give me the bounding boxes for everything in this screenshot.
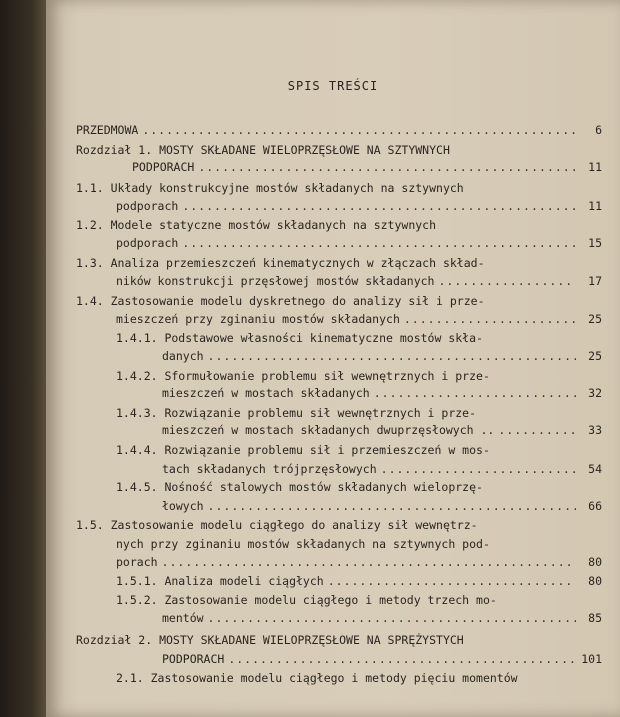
dot-leader <box>142 123 576 137</box>
toc-entry <box>132 160 602 174</box>
toc-entry-text: Rozdział 1. MOSTY SKŁADANE WIELOPRZĘSŁOWE NA SZTYWNYCH <box>76 143 450 157</box>
toc-entry-label: mieszczeń w mostach składanych dwuprzęsłowych .. <box>162 423 495 437</box>
dot-leader <box>374 386 576 400</box>
toc-page-number: 54 <box>588 462 602 476</box>
toc-page-number: 17 <box>588 274 602 288</box>
dot-leader <box>208 499 576 513</box>
dot-leader <box>182 199 576 213</box>
toc-page-number: 6 <box>595 123 602 137</box>
toc-page-number: 15 <box>588 236 602 250</box>
dot-leader <box>182 236 576 250</box>
toc-entry <box>162 499 602 513</box>
toc-entry-text: 1.5.2. Zastosowanie modelu ciągłego i metody trzech mo- <box>116 593 497 607</box>
toc-entry-text: 1.4.4. Rozwiązanie problemu sił i przemieszczeń w mos- <box>116 443 490 457</box>
toc-entry-text: 1.4.1. Podstawowe własności kinematyczne mostów skła- <box>116 331 483 345</box>
toc-entry-label: łowych <box>162 499 204 513</box>
toc-entry-text: 1.1. Układy konstrukcyjne mostów składanych na sztywnych <box>76 181 464 195</box>
toc-page-number: 25 <box>588 349 602 363</box>
toc-entry-label: PODPORACH <box>132 160 195 174</box>
document-page <box>46 0 620 717</box>
toc-page-number: 101 <box>581 652 602 666</box>
toc-page-number: 25 <box>588 312 602 326</box>
dot-leader <box>198 160 576 174</box>
binding-shadow <box>0 0 46 717</box>
toc-entry-label: podporach <box>116 236 179 250</box>
toc-entry <box>162 349 602 363</box>
toc-entry-label: danych <box>162 349 204 363</box>
dot-leader <box>498 423 576 437</box>
dot-leader <box>381 462 576 476</box>
toc-entry <box>162 423 602 437</box>
toc-entry-label: 1.5.1. Analiza modeli ciągłych <box>116 574 324 588</box>
toc-entry <box>162 462 602 476</box>
toc-entry <box>116 236 602 250</box>
dot-leader <box>404 312 576 326</box>
toc-page-number: 33 <box>588 423 602 437</box>
toc-entry <box>116 199 602 213</box>
toc-entry <box>116 274 602 288</box>
toc-entry-label: podporach <box>116 199 179 213</box>
toc-page-number: 11 <box>588 199 602 213</box>
toc-entry <box>116 312 602 326</box>
dot-leader <box>328 574 576 588</box>
toc-entry <box>162 611 602 625</box>
toc-page-number: 85 <box>588 611 602 625</box>
toc-entry-text: 2.1. Zastosowanie modelu ciągłego i metody pięciu momentów <box>116 671 518 685</box>
toc-entry <box>116 555 602 569</box>
toc-entry-label: PODPORACH <box>162 652 225 666</box>
toc-entry <box>162 386 602 400</box>
toc-page-number: 11 <box>588 160 602 174</box>
dot-leader <box>162 555 576 569</box>
toc-entry-label: mentów <box>162 611 204 625</box>
dot-leader <box>439 274 577 288</box>
dot-leader <box>228 652 576 666</box>
toc-entry-label: mieszczeń przy zginaniu mostów składanych <box>116 312 400 326</box>
toc-entry <box>76 123 602 137</box>
toc-page-number: 80 <box>588 574 602 588</box>
toc-entry-text: 1.4.2. Sformułowanie problemu sił wewnętrznych i prze- <box>116 369 490 383</box>
toc-entry-label: PRZEDMOWA <box>76 123 139 137</box>
toc-entry-text: 1.4.3. Rozwiązanie problemu sił wewnętrznych i prze- <box>116 406 477 420</box>
page-title: SPIS TREŚCI <box>287 79 379 93</box>
toc-entry-text: 1.5. Zastosowanie modelu ciągłego do analizy sił wewnętrz- <box>76 518 478 532</box>
toc-entry-text: 1.2. Modele statyczne mostów składanych na sztywnych <box>76 218 437 232</box>
toc-page-number: 32 <box>588 386 602 400</box>
toc-entry-text: 1.3. Analiza przemieszczeń kinematycznych w złączach skład- <box>76 256 485 270</box>
toc-page-number: 80 <box>588 555 602 569</box>
toc-entry-label: porach <box>116 555 158 569</box>
dot-leader <box>208 611 576 625</box>
toc-entry-label: ników konstrukcji przęsłowej mostów składanych <box>116 274 435 288</box>
toc-entry-text: nych przy zginaniu mostów składanych na sztywnych pod- <box>116 537 490 551</box>
toc-entry-label: mieszczeń w mostach składanych <box>162 386 370 400</box>
toc-entry-text: 1.4. Zastosowanie modelu dyskretnego do analizy sił i prze- <box>76 294 485 308</box>
toc-entry <box>116 574 602 588</box>
toc-page-number: 66 <box>588 499 602 513</box>
toc-entry <box>162 652 602 666</box>
toc-entry-text: Rozdział 2. MOSTY SKŁADANE WIELOPRZĘSŁOWE NA SPRĘŻYSTYCH <box>76 633 464 647</box>
toc-entry-label: tach składanych trójprzęsłowych <box>162 462 377 476</box>
toc-entry-text: 1.4.5. Nośność stalowych mostów składanych wieloprzę- <box>116 480 483 494</box>
dot-leader <box>208 349 576 363</box>
